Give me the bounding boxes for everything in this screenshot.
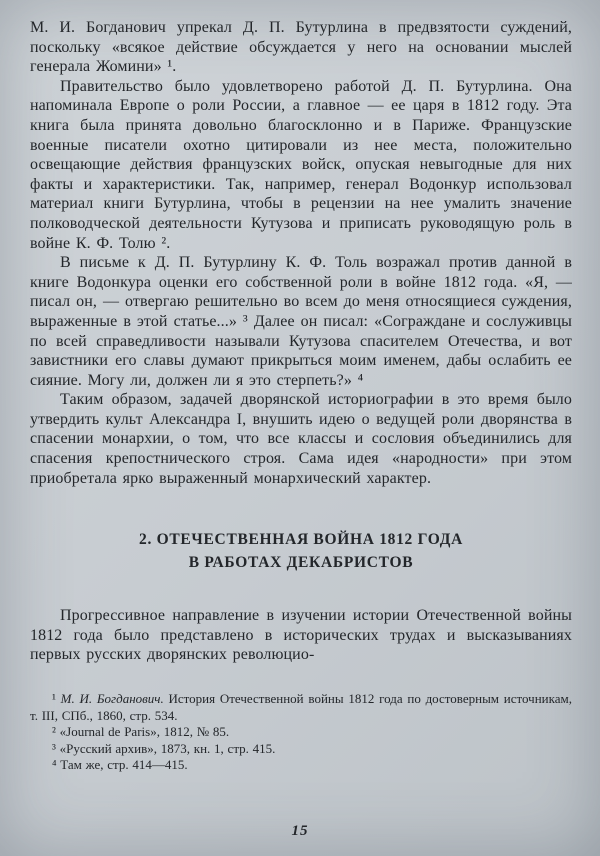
paragraph-3: В письме к Д. П. Бутурлину К. Ф. Толь возражал против данной в книге Водонкура оценки его собственной роли в войне 1812 года. «Я, — писал он, — отвергаю решительно во всем до меня относящиеся суждения, выраженные в этой статье...» ³ Далее он писал: «Сограждане и сослуживцы по всей справедливости называли Кутузова спасителем Отечества, и вот завистники его славы думают прикрыться моим именем, дабы ослабить ее сияние. Могу ли, должен ли я это стерпеть?» ⁴ [30,254,572,389]
footnote-1-text: История Отечественной войны 1812 года по достоверным источникам, т. III, СПб., 1860, стр. 534. [30,691,572,723]
section-heading-line-1: 2. ОТЕЧЕСТВЕННАЯ ВОЙНА 1812 ГОДА [139,531,463,549]
paragraph-5: Прогрессивное направление в изучении истории Отечественной войны 1812 года было представлено в исторических трудах и высказываниях первых русских дворянских революцио- [30,607,572,664]
footnote-2-text: «Journal de Paris», 1812, № 85. [59,724,230,740]
footnote-4 [30,757,572,774]
paragraph-4: Таким образом, задачей дворянской историографии в это время было утвердить культ Александра I, внушить идею о ведущей роли дворянства в спасении монархии, о том, что все классы и сословия объединились для спасения крепостнического строя. Сама идея «народности» при этом приобретала ярко выраженный монархический характер. [30,391,572,487]
paragraph-1: М. И. Богданович упрекал Д. П. Бутурлина в предвзятости суждений, поскольку «всякое действие обсуждается у него на основании мыслей генерала Жомини» ¹. [30,19,572,76]
footnote-4-text: Там же, стр. 414—415. [60,757,188,773]
footnote-3-text: «Русский архив», 1873, кн. 1, стр. 415. [59,740,276,756]
footnotes-block [30,691,572,774]
footnote-3 [30,741,572,758]
page-number: 15 [291,823,309,839]
body-text-after-heading [30,606,572,665]
footnote-1-marker: ¹ [52,691,56,707]
footnote-1 [30,691,572,724]
section-heading-line-2: В РАБОТАХ ДЕКАБРИСТОВ [188,554,414,572]
footnote-2 [30,724,572,741]
footnote-1-author: М. И. Богданович. [60,691,164,707]
footnote-2-marker: ² [52,724,56,740]
footnote-3-marker: ³ [52,740,56,756]
footnote-4-marker: ⁴ [52,757,57,773]
body-text [30,18,572,488]
section-heading [40,528,562,574]
paragraph-2: Правительство было удовлетворено работой Д. П. Бутурлина. Она напоминала Европе о роли России, а главное — ее царя в 1812 году. Эта книга была принята довольно благосклонно и в Париже. Французские военные писатели охотно цитировали из нее места, положительно освещающие действия французских войск, опуская невыгодные для них факты и характеристики. Так, например, генерал Водонкур использовал материал книги Бутурлина, чтобы в рецензии на нее умалить значение полководческой деятельности Кутузова и приписать руководящую роль в войне К. Ф. Толю ². [30,77,572,252]
